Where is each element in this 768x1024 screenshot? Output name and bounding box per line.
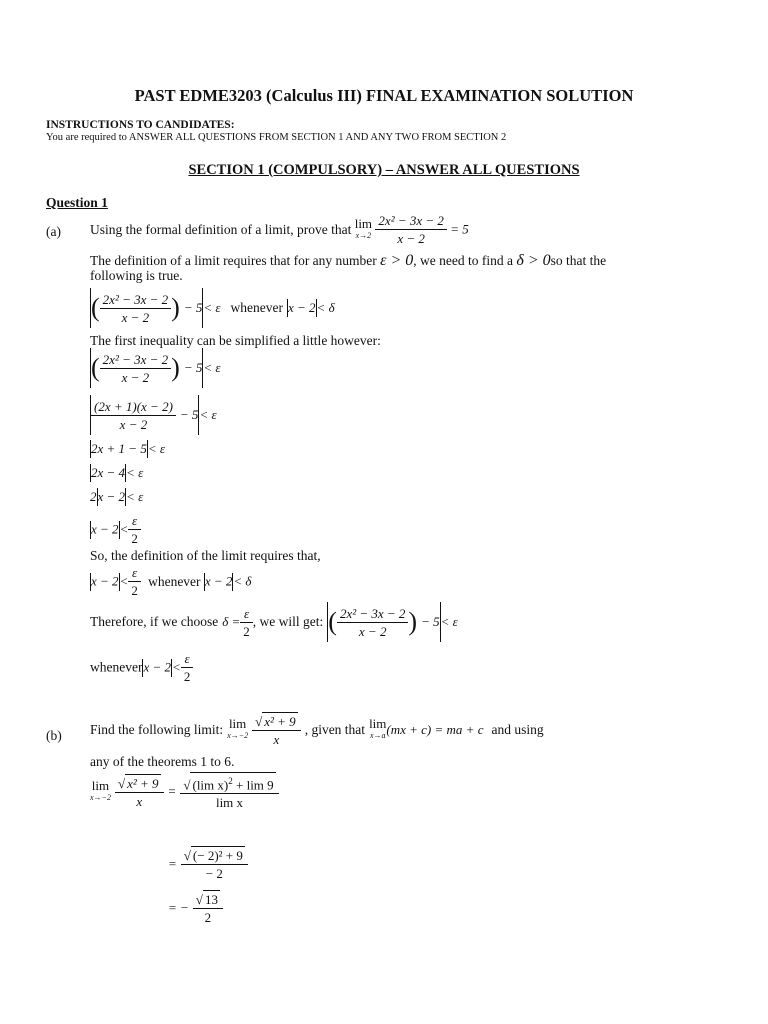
def-text-2: , we need to find a — [413, 253, 513, 268]
therefore-line — [90, 602, 458, 642]
frac-num: √ (lim x)$^2$ + lim 9 — [180, 772, 278, 794]
frac-num: 2x² − 3x − 2 — [337, 605, 408, 623]
limit-sub: x→−2 — [90, 792, 111, 802]
sqrt-body: (− 2)² + 9 — [192, 848, 243, 863]
paren: ( — [328, 607, 337, 636]
part-a-label: (a) — [46, 224, 61, 239]
frac-num: (2x + 1)(x − 2) — [91, 398, 176, 416]
minus-5: − 5 — [421, 614, 440, 629]
abs-x2: x − 2 — [204, 573, 233, 589]
part-a-prompt — [90, 212, 469, 247]
def-text-3: so that the — [550, 253, 607, 268]
step-4 — [90, 464, 143, 482]
instructions-text: You are required to ANSWER ALL QUESTIONS FROM SECTION 1 AND ANY TWO FROM SECTION 2 — [46, 132, 507, 143]
limit-symbol — [227, 718, 248, 742]
part-b-label: (b) — [46, 728, 62, 743]
part-a-prompt-text: Using the formal definition of a limit, prove that — [90, 221, 352, 237]
equals: = — [168, 856, 177, 871]
section-heading: SECTION 1 (COMPULSORY) – ANSWER ALL QUESTIONS — [188, 162, 580, 178]
whenever: whenever — [90, 659, 143, 675]
whenever-final — [90, 650, 193, 685]
frac-num: 2x² − 3x − 2 — [100, 351, 171, 369]
lt-delta: < δ — [233, 573, 252, 589]
equals-5: = 5 — [450, 221, 469, 237]
inequality-3 — [90, 395, 217, 435]
whenever: whenever — [148, 573, 201, 589]
step-5-coef: 2 — [90, 489, 97, 505]
so-line: So, the definition of the limit requires that, — [90, 548, 321, 563]
therefore-text: Therefore, if we choose — [90, 614, 219, 629]
lt-eps: < ε — [440, 614, 458, 629]
minus-5: − 5 — [179, 407, 199, 422]
sqrt-body: 13 — [204, 892, 218, 907]
delta-eq: δ = — [222, 614, 241, 629]
paren: ( — [91, 353, 100, 382]
paren: ( — [91, 293, 100, 322]
eps-over-2 — [240, 605, 253, 640]
solution-step-2 — [168, 846, 248, 882]
and-using: and using — [491, 722, 544, 737]
step-5-expr: x − 2 — [97, 489, 126, 505]
frac-num: ε — [240, 605, 253, 623]
ineq-frac — [91, 398, 176, 433]
abs-x2: x − 2 — [91, 573, 119, 589]
def-text-1: The definition of a limit requires that for any number — [90, 253, 377, 268]
frac-num: √ 13 — [193, 890, 223, 909]
frac-den: x — [136, 793, 143, 809]
frac-den: x − 2 — [121, 309, 150, 325]
sqrt-body: (lim x)$^2$ + lim 9 — [190, 772, 275, 793]
paren: ) — [408, 607, 418, 636]
limit-fraction — [115, 774, 164, 810]
lt: < — [172, 659, 181, 675]
frac-num: ε — [128, 564, 141, 582]
simplify-text: The first inequality can be simplified a little however: — [90, 333, 381, 348]
ineq-frac — [100, 291, 171, 326]
frac-den: 2 — [131, 531, 138, 546]
limit-symbol-a — [369, 718, 386, 742]
limit-sub: x→2 — [355, 230, 372, 240]
abs-x2: x − 2 — [143, 659, 172, 675]
limit-sub: x→−2 — [227, 731, 249, 740]
plus-lim-9: + lim 9 — [236, 777, 274, 793]
ineq-frac — [100, 351, 171, 386]
equals-negative: = − — [168, 900, 189, 915]
step-3 — [90, 440, 165, 458]
limit-sub: x→a — [369, 731, 386, 740]
lim-word: lim — [228, 716, 247, 731]
lt-delta: < δ — [316, 300, 335, 315]
inequality-2 — [90, 348, 221, 388]
inequality-1 — [90, 288, 335, 328]
whenever: whenever — [230, 300, 283, 315]
solution-step-1 — [90, 772, 279, 811]
frac-num: 2x² − 3x − 2 — [375, 212, 446, 230]
limit-symbol — [90, 777, 111, 804]
therefore-text-2: , we will get: — [252, 614, 324, 629]
question-heading: Question 1 — [46, 195, 108, 210]
frac-num: 2x² − 3x − 2 — [100, 291, 171, 309]
frac-num: √ (− 2)² + 9 — [181, 846, 248, 865]
lt-eps: < ε — [199, 407, 217, 422]
frac-den: x — [273, 732, 280, 747]
minus-5: − 5 — [183, 300, 203, 315]
lt: < — [119, 573, 129, 589]
step-6 — [90, 512, 141, 547]
def-eps: ε > 0 — [380, 252, 414, 269]
abs-x2: x − 2 — [91, 521, 119, 537]
given-text: , given that — [304, 722, 366, 737]
limit-fraction — [252, 712, 301, 748]
square: 2 — [228, 776, 233, 786]
eps-over-2 — [128, 564, 141, 599]
abs-x2: x − 2 — [288, 300, 316, 315]
sqrt-body: x² + 9 — [264, 714, 296, 729]
lim-word: lim — [91, 777, 110, 793]
step-4-expr: 2x − 4 — [91, 465, 126, 481]
limit-symbol — [354, 215, 373, 242]
paren: ) — [171, 353, 180, 382]
frac-num: √ x² + 9 — [115, 774, 164, 793]
eps-over-2 — [128, 512, 141, 547]
lim-word: lim — [369, 716, 387, 731]
part-b-prompt — [90, 712, 544, 748]
ineq-frac — [337, 605, 408, 640]
frac-den: 2 — [131, 583, 138, 598]
lt-eps: < ε — [126, 489, 144, 505]
frac-num: √ x² + 9 — [252, 712, 301, 731]
page-title: PAST EDME3203 (Calculus III) FINAL EXAMINATION SOLUTION — [134, 86, 634, 105]
lt-eps: < ε — [126, 465, 144, 481]
lt-eps: < ε — [203, 360, 221, 375]
frac-den: 2 — [243, 623, 250, 639]
part-b-line2: any of the theorems 1 to 6. — [90, 754, 235, 769]
paren: ) — [171, 293, 180, 322]
frac-den: x − 2 — [121, 369, 150, 385]
lt-eps: < ε — [147, 441, 165, 457]
lim-word: lim — [354, 215, 373, 231]
definition-line-2: following is true. — [90, 268, 183, 283]
step-5 — [90, 488, 143, 506]
instructions-label: INSTRUCTIONS TO CANDIDATES: — [46, 119, 235, 131]
requirement-line — [90, 564, 251, 599]
def-delta: δ > 0 — [516, 252, 551, 269]
minus-5: − 5 — [183, 360, 203, 375]
frac-den: x − 2 — [358, 623, 387, 639]
frac-den: lim x — [215, 795, 244, 811]
frac-den: − 2 — [205, 866, 223, 881]
frac-num: ε — [128, 512, 141, 530]
frac-den: 2 — [204, 910, 212, 925]
frac-num: ε — [181, 650, 194, 668]
sqrt-body: x² + 9 — [127, 775, 159, 791]
lt-eps: < ε — [203, 300, 221, 315]
lim-x: lim x — [196, 777, 224, 793]
step-3-expr: 2x + 1 − 5 — [91, 441, 147, 457]
frac-den: x − 2 — [119, 416, 148, 432]
theorem-fraction — [180, 772, 278, 811]
equals: = — [167, 783, 177, 799]
step2-fraction — [181, 846, 248, 882]
linear-expr: (mx + c) = ma + c — [386, 722, 484, 737]
solution-step-3 — [168, 890, 223, 926]
limit-fraction — [375, 212, 446, 247]
final-fraction — [193, 890, 223, 926]
lt: < — [119, 521, 129, 537]
part-b-prompt-text: Find the following limit: — [90, 722, 224, 737]
frac-den: x − 2 — [397, 231, 425, 246]
frac-den: 2 — [183, 669, 191, 684]
eps-over-2 — [181, 650, 194, 685]
